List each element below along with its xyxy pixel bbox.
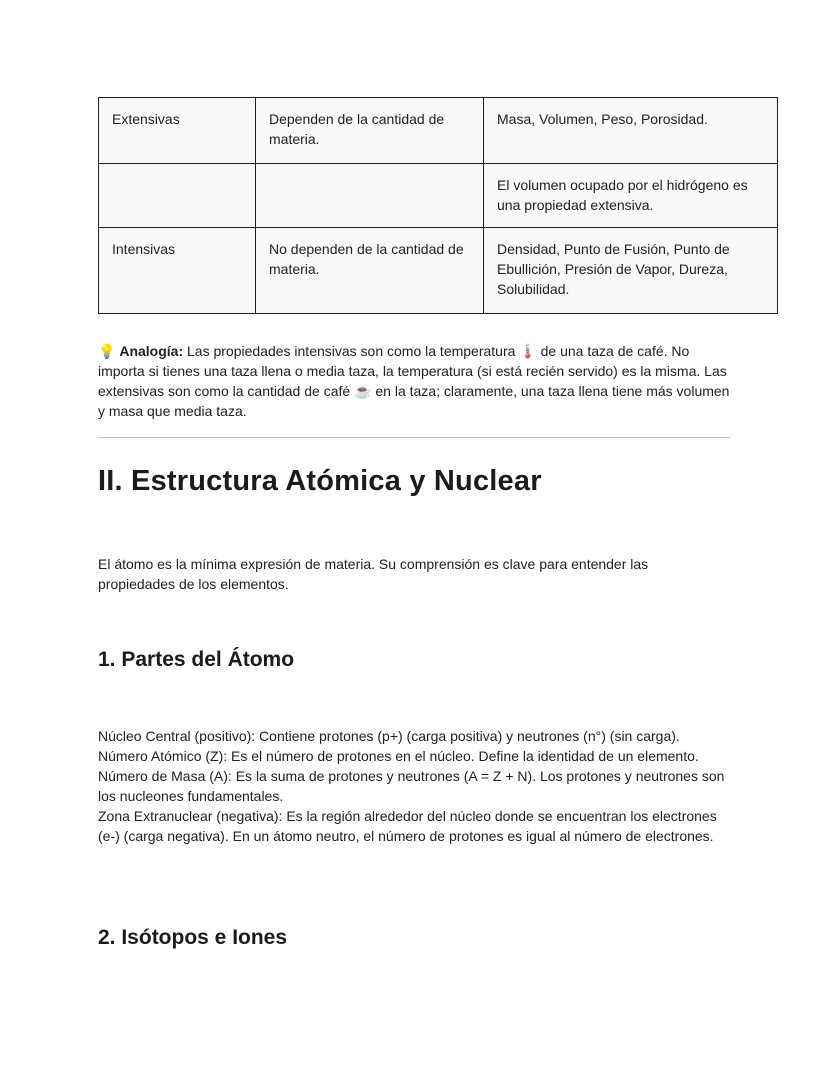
table-cell: El volumen ocupado por el hidrógeno es una propiedad extensiva. [484,164,778,228]
table-row [99,228,778,314]
table-cell [99,164,256,228]
properties-table [98,97,778,314]
thermometer-icon: 🌡️ [519,343,537,359]
subsection-title-isotopes-ions: 2. Isótopos e Iones [98,926,288,949]
section-intro: El átomo es la mínima expresión de materia. Su comprensión es clave para entender las propiedades de los elementos. [98,556,649,592]
table-cell: No dependen de la cantidad de materia. [256,228,484,314]
lightbulb-icon: 💡 [98,343,116,359]
section-title: II. Estructura Atómica y Nuclear [98,465,542,497]
atom-parts-list [98,726,734,846]
table-cell: Intensivas [99,228,256,314]
table-cell: Dependen de la cantidad de materia. [256,98,484,164]
table-row [99,164,778,228]
coffee-icon: ☕ [354,383,372,399]
analogy-label: Analogía: [119,343,184,359]
atom-part-item: Núcleo Central (positivo): Contiene protones (p+) (carga positiva) y neutrones (n°) (sin carga). [98,728,680,744]
atom-part-item: Número de Masa (A): Es la suma de protones y neutrones (A = Z + N). Los protones y neutrones son los nucleones fundamentales. [98,768,725,804]
table-cell: Masa, Volumen, Peso, Porosidad. [484,98,778,164]
subsection-title-atom-parts: 1. Partes del Átomo [98,648,295,671]
table-row [99,98,778,164]
table-cell: Densidad, Punto de Fusión, Punto de Ebullición, Presión de Vapor, Dureza, Solubilidad. [484,228,778,314]
atom-part-item: Número Atómico (Z): Es el número de protones en el núcleo. Define la identidad de un elemento. [98,748,699,764]
section-divider [98,437,730,438]
table-cell: Extensivas [99,98,256,164]
analogy-text-2: de una taza de café. No importa si tienes una taza llena o media taza, la temperatura (si está recién servido) es la misma. Las extensivas son como la cantidad de café [98,343,727,399]
analogy-text-1: Las propiedades intensivas son como la temperatura [187,343,516,359]
analogy-note [98,341,734,421]
analogy-text-3: en la taza; claramente, una taza llena tiene más volumen y masa que media taza. [98,383,730,419]
atom-part-item: Zona Extranuclear (negativa): Es la región alrededor del núcleo donde se encuentran los electrones (e-) (carga negativa). En un átomo neutro, el número de protones es igual al número de electrones. [98,808,717,844]
table-cell [256,164,484,228]
